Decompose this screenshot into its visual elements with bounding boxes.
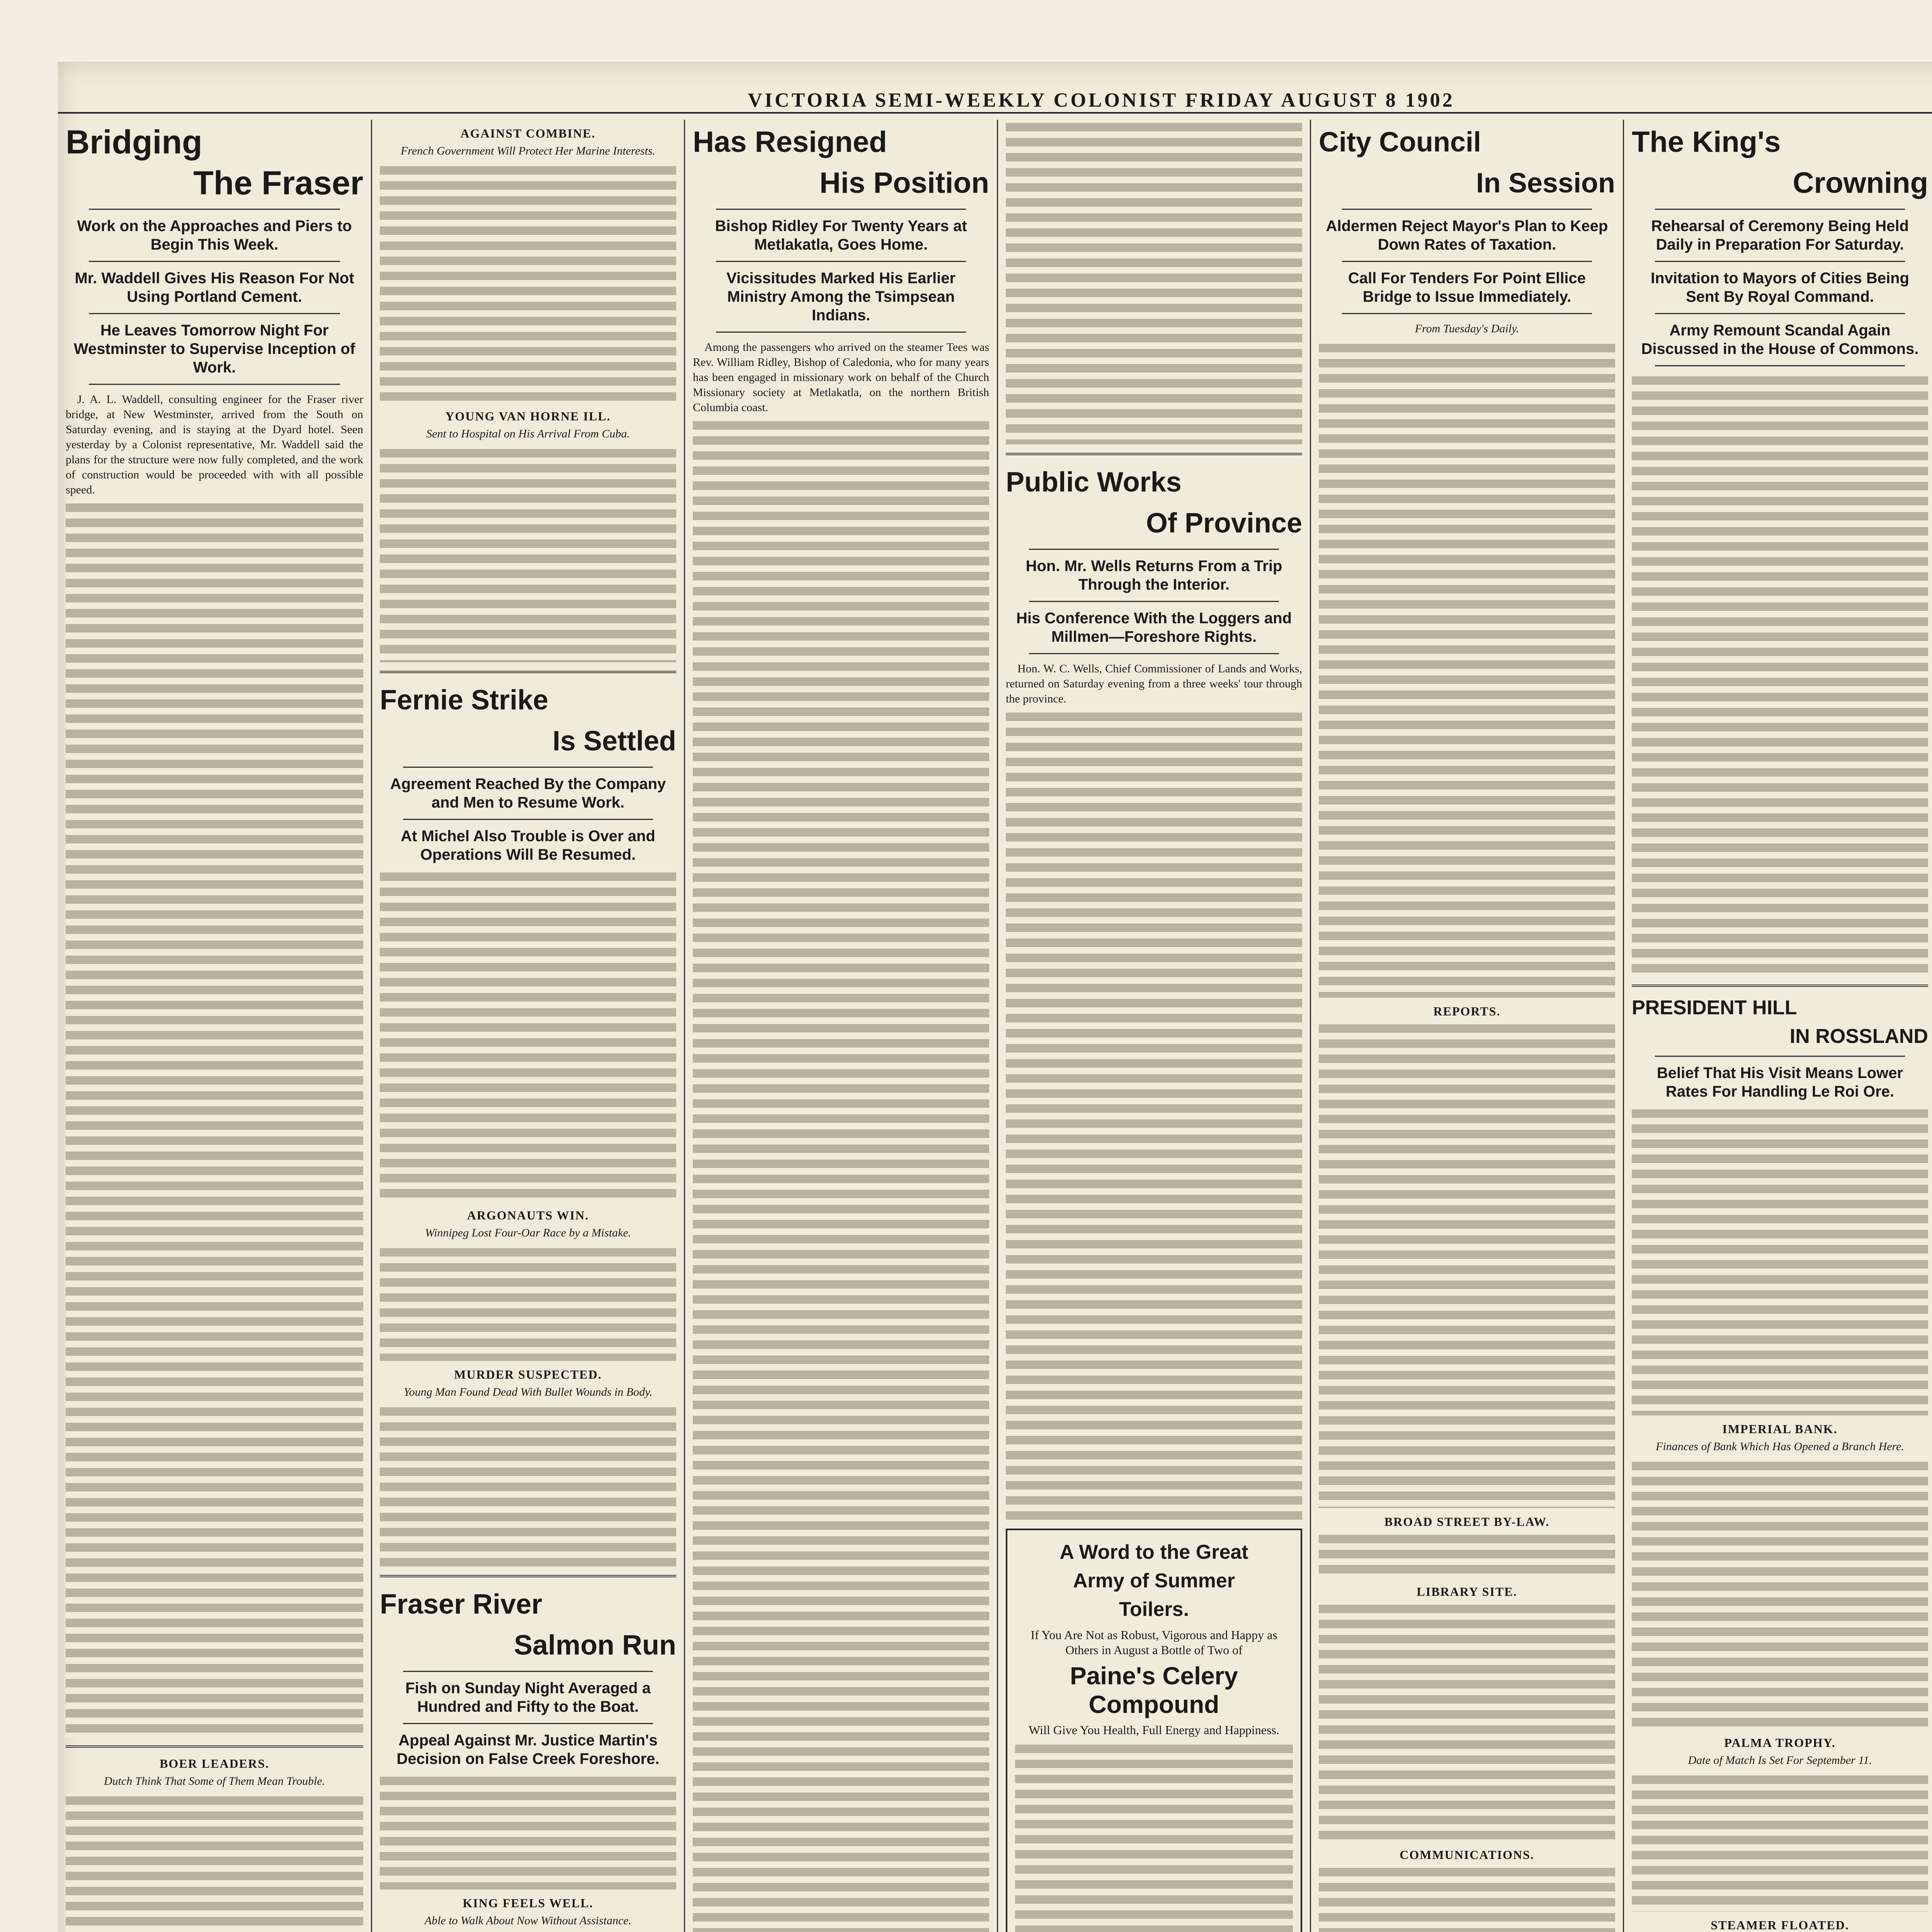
article-continuation [1006,709,1302,1521]
headline-line-2: Is Settled [552,726,676,757]
article-text [1632,1772,1928,1912]
ad-headline-1: A Word to the Great [1060,1541,1248,1563]
column-1 [58,120,371,1932]
divider [403,767,653,768]
divider [716,209,966,210]
deck-1: Belief That His Visit Means Lower Rates For Handling Le Roi Ore. [1656,1065,1903,1100]
divider [403,1671,653,1672]
subhead-broad-street: BROAD STREET BY-LAW. [1384,1515,1550,1529]
divider [1655,1056,1905,1057]
article-text [1319,341,1615,998]
deck-1: Hon. Mr. Wells Returns From a Trip Through the Interior. [1026,558,1282,593]
divider [380,1575,676,1577]
deck-2: Call For Tenders For Point Ellice Bridge to Issue Immediately. [1348,270,1586,305]
article-continuation [66,500,363,1737]
ad-headline-2: Army of Summer [1073,1570,1235,1592]
subhead-murder: MURDER SUSPECTED. [454,1367,602,1381]
subhead-against-combine: AGAINST COMBINE. [460,126,596,140]
article-body: J. A. L. Waddell, consulting engineer for the Fraser river bridge, at New Westminster, arrived from the South on Saturday evening, and is staying at the Dyard hotel. Seen yesterday by a Colonist representative, Mr. Waddell said the plans for the structure were now fully completed, and the work of construction would be proceeded with with all possible speed. [66,393,363,496]
divider [1655,313,1905,314]
article-text [1319,1532,1615,1578]
divider [403,819,653,820]
ad-deck: If You Are Not as Robust, Vigorous and Happy as Others in August a Bottle of Two of [1031,1628,1277,1657]
article-text [380,1774,676,1889]
divider [716,332,966,333]
headline-line-1: City Council [1319,127,1481,158]
article-text [380,446,676,662]
headline-line-2: Salmon Run [514,1630,676,1661]
deck-2: Vicissitudes Marked His Earlier Ministry Among the Tsimpsean Indians. [726,270,956,324]
advertisement-paines-celery [1006,1529,1302,1932]
divider [1342,261,1592,262]
divider [403,1723,653,1724]
subdeck: Winnipeg Lost Four-Oar Race by a Mistake. [425,1226,631,1239]
article-continuation [693,418,989,1932]
subhead-van-horne: YOUNG VAN HORNE ILL. [445,409,611,423]
headline-line-1: Bridging [66,124,202,161]
column-4 [997,120,1310,1932]
divider [1342,313,1592,314]
divider [89,384,340,385]
headline-line-2: Of Province [1146,508,1302,539]
headline-line-1: Fernie Strike [380,685,549,716]
divider [89,313,340,314]
subhead-palma-trophy: PALMA TROPHY. [1724,1736,1836,1750]
deck-1: Work on the Approaches and Piers to Begin This Week. [77,218,352,253]
article-body: Hon. W. C. Wells, Chief Commissioner of Lands and Works, returned on Saturday evening from a three weeks' tour through the province. [1006,662,1302,705]
divider [1029,653,1279,654]
ad-product-2: Compound [1088,1690,1219,1718]
headline-line-1: Has Resigned [693,126,887,158]
article-text [1319,1865,1615,1932]
subhead-steamer-floated: STEAMER FLOATED. [1711,1918,1849,1932]
deck-1: Aldermen Reject Mayor's Plan to Keep Down Rates of Taxation. [1326,218,1608,253]
subdeck: Finances of Bank Which Has Opened a Branch Here. [1656,1440,1904,1453]
ad-body-text [1015,1742,1293,1932]
headline-line-2: IN ROSSLAND [1789,1025,1928,1048]
article-text [1632,1106,1928,1415]
column-2 [371,120,684,1932]
divider [66,1745,363,1748]
subhead-reports: REPORTS. [1433,1004,1501,1018]
deck-1: Bishop Ridley For Twenty Years at Metlakatla, Goes Home. [715,218,967,253]
article-text [380,869,676,1202]
headline-line-2: The Fraser [193,165,363,202]
subhead-imperial-bank: IMPERIAL BANK. [1722,1422,1838,1436]
subdeck: Young Man Found Dead With Bullet Wounds in Body. [403,1386,653,1398]
newspaper-page [58,62,1932,1932]
headline-line-2: In Session [1476,168,1615,199]
deck-3: He Leaves Tomorrow Night For Westminster to Supervise Inception of Work. [73,322,355,376]
headline-line-2: Crowning [1793,167,1928,199]
article-body: Among the passengers who arrived on the steamer Tees was Rev. William Ridley, Bishop of Caledonia, who for many years has been engaged in missionary work on behalf of the Church Missionary society at Metlakatla, on the northern British Columbia coast. [693,341,989,414]
subhead-communications: COMMUNICATIONS. [1400,1848,1534,1862]
divider [1029,601,1279,602]
column-3 [684,120,997,1932]
ad-tagline: Will Give You Health, Full Energy and Happiness. [1029,1723,1279,1737]
subdeck: Able to Walk About Now Without Assistance. [424,1914,632,1927]
deck-2: Appeal Against Mr. Justice Martin's Decision on False Creek Foreshore. [396,1732,660,1767]
deck-2: Mr. Waddell Gives His Reason For Not Using Portland Cement. [75,270,354,305]
deck-1: Rehearsal of Ceremony Being Held Daily in Preparation For Saturday. [1651,218,1909,253]
article-text [380,1404,676,1566]
article-text [380,1245,676,1361]
subhead-library-site: LIBRARY SITE. [1417,1585,1517,1599]
divider [1342,209,1592,210]
divider [1655,365,1905,366]
ad-product-1: Paine's Celery [1070,1662,1238,1690]
column-5 [1310,120,1623,1932]
divider [716,261,966,262]
column-6 [1623,120,1932,1932]
divider [1029,549,1279,550]
divider [1006,453,1302,455]
deck-2: Invitation to Mayors of Cities Being Sent By Royal Command. [1651,270,1909,305]
headline-line-1: PRESIDENT HILL [1632,997,1797,1019]
headline-line-1: Public Works [1006,467,1182,498]
ad-headline-3: Toilers. [1119,1598,1189,1621]
deck-2: At Michel Also Trouble is Over and Operations Will Be Resumed. [401,828,655,863]
article-text [380,163,676,403]
headline-line-1: The King's [1632,126,1781,158]
subhead-boer-leaders: BOER LEADERS. [160,1757,269,1770]
subdeck: Date of Match Is Set For September 11. [1688,1754,1872,1767]
deck-3: Army Remount Scandal Again Discussed in the House of Commons. [1641,322,1919,357]
divider [89,209,340,210]
article-text [1632,373,1928,976]
article-text [1319,1602,1615,1841]
divider [89,261,340,262]
article-text [1632,1459,1928,1729]
subdeck: Sent to Hospital on His Arrival From Cuba. [426,427,630,440]
article-text [66,1793,363,1932]
article-text [1006,120,1302,444]
deck-1: Agreement Reached By the Company and Men to Resume Work. [390,776,666,811]
headline-line-2: His Position [819,167,989,199]
subhead-argonauts: ARGONAUTS WIN. [467,1208,589,1222]
masthead: VICTORIA SEMI-WEEKLY COLONIST FRIDAY AUGUST 8 1902 [58,89,1932,114]
subdeck: Dutch Think That Some of Them Mean Trouble. [104,1775,325,1787]
deck-1: Fish on Sunday Night Averaged a Hundred and Fifty to the Boat. [405,1680,651,1715]
deck-2: His Conference With the Loggers and Millmen—Foreshore Rights. [1016,610,1292,645]
divider [380,671,676,673]
divider [1632,985,1928,987]
subdeck: French Government Will Protect Her Marine Interests. [400,145,655,157]
article-text [1319,1021,1615,1508]
divider [1655,209,1905,210]
dateline: From Tuesday's Daily. [1415,322,1519,335]
subhead-king-feels-well: KING FEELS WELL. [463,1896,594,1910]
divider [1655,261,1905,262]
headline-line-1: Fraser River [380,1589,543,1620]
